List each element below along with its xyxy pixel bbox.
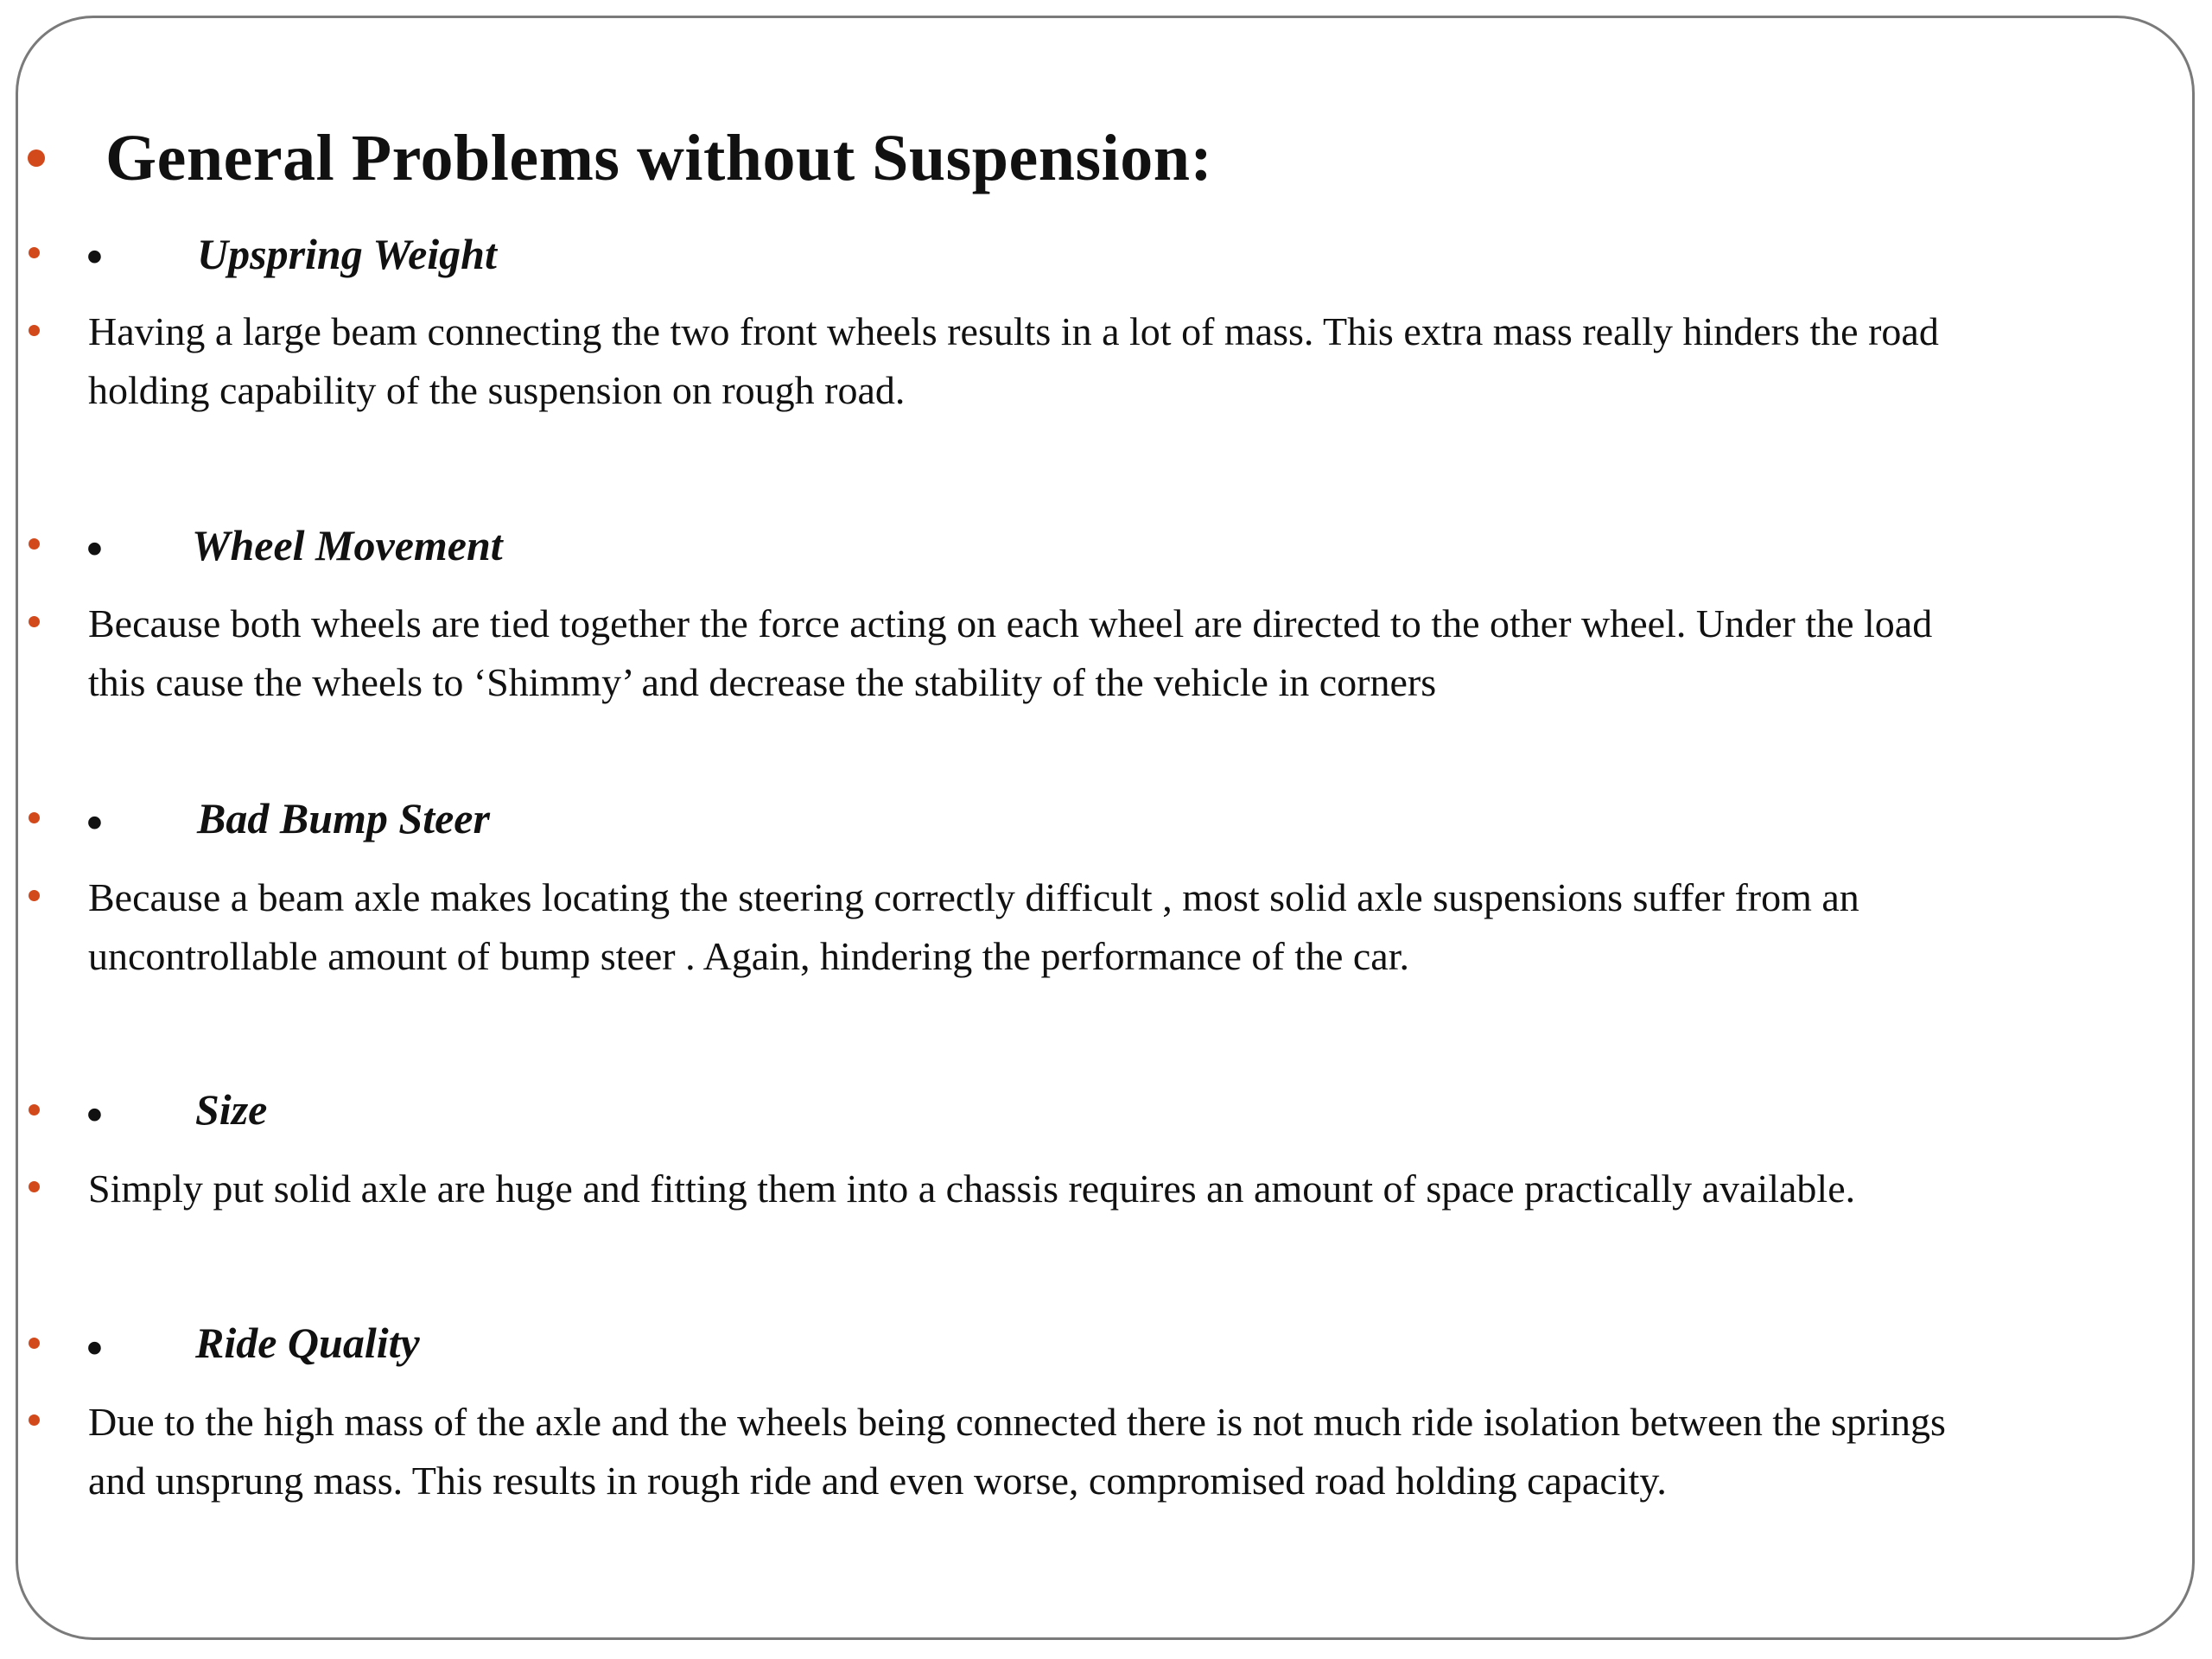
paragraph-line: and unsprung mass. This results in rough ride and even worse, compromised road holding capacity. [88,1459,1667,1503]
paragraph-bullet-icon [29,1414,40,1426]
slide-title: General Problems without Suspension: [105,122,1213,194]
title-bullet-icon [28,149,45,167]
paragraph-bullet-icon [29,325,40,336]
section-heading-size: Size [195,1085,268,1134]
heading-bullet-icon [29,812,40,823]
paragraph-line: holding capability of the suspension on rough road. [88,368,906,412]
sub-bullet-icon: • [86,797,103,849]
section-heading-ride-quality: Ride Quality [195,1319,420,1367]
section-paragraph-wheel-movement [88,594,2179,712]
section-paragraph-bad-bump-steer [88,868,2179,986]
section-heading-upspring-weight: Upspring Weight [197,230,497,278]
heading-bullet-icon [29,1338,40,1349]
paragraph-bullet-icon [29,1181,40,1192]
heading-bullet-icon [29,538,40,550]
section-heading-bad-bump-steer: Bad Bump Steer [197,794,490,842]
heading-bullet-icon [29,1104,40,1116]
paragraph-line: Simply put solid axle are huge and fitting them into a chassis requires an amount of space practically available. [88,1166,1856,1211]
section-paragraph-upspring-weight [88,302,2179,420]
heading-bullet-icon [29,247,40,258]
sub-bullet-icon: • [86,523,103,575]
sub-bullet-icon: • [86,1322,103,1374]
paragraph-line: this cause the wheels to ‘Shimmy’ and decrease the stability of the vehicle in corners [88,660,1437,704]
paragraph-line: Because both wheels are tied together the force acting on each wheel are directed to the other wheel. Under the load [88,601,1933,645]
paragraph-bullet-icon [29,890,40,901]
sub-bullet-icon: • [86,231,103,283]
paragraph-bullet-icon [29,616,40,627]
paragraph-line: Due to the high mass of the axle and the wheels being connected there is not much ride isolation between the springs [88,1400,1946,1444]
section-heading-wheel-movement: Wheel Movement [192,521,503,569]
paragraph-line: Having a large beam connecting the two front wheels results in a lot of mass. This extra mass really hinders the road [88,309,1939,353]
paragraph-line: uncontrollable amount of bump steer . Again, hindering the performance of the car. [88,934,1410,978]
sub-bullet-icon: • [86,1089,103,1141]
section-paragraph-ride-quality [88,1393,2179,1510]
section-paragraph-size [88,1160,2179,1218]
paragraph-line: Because a beam axle makes locating the steering correctly difficult , most solid axle suspensions suffer from an [88,875,1859,919]
